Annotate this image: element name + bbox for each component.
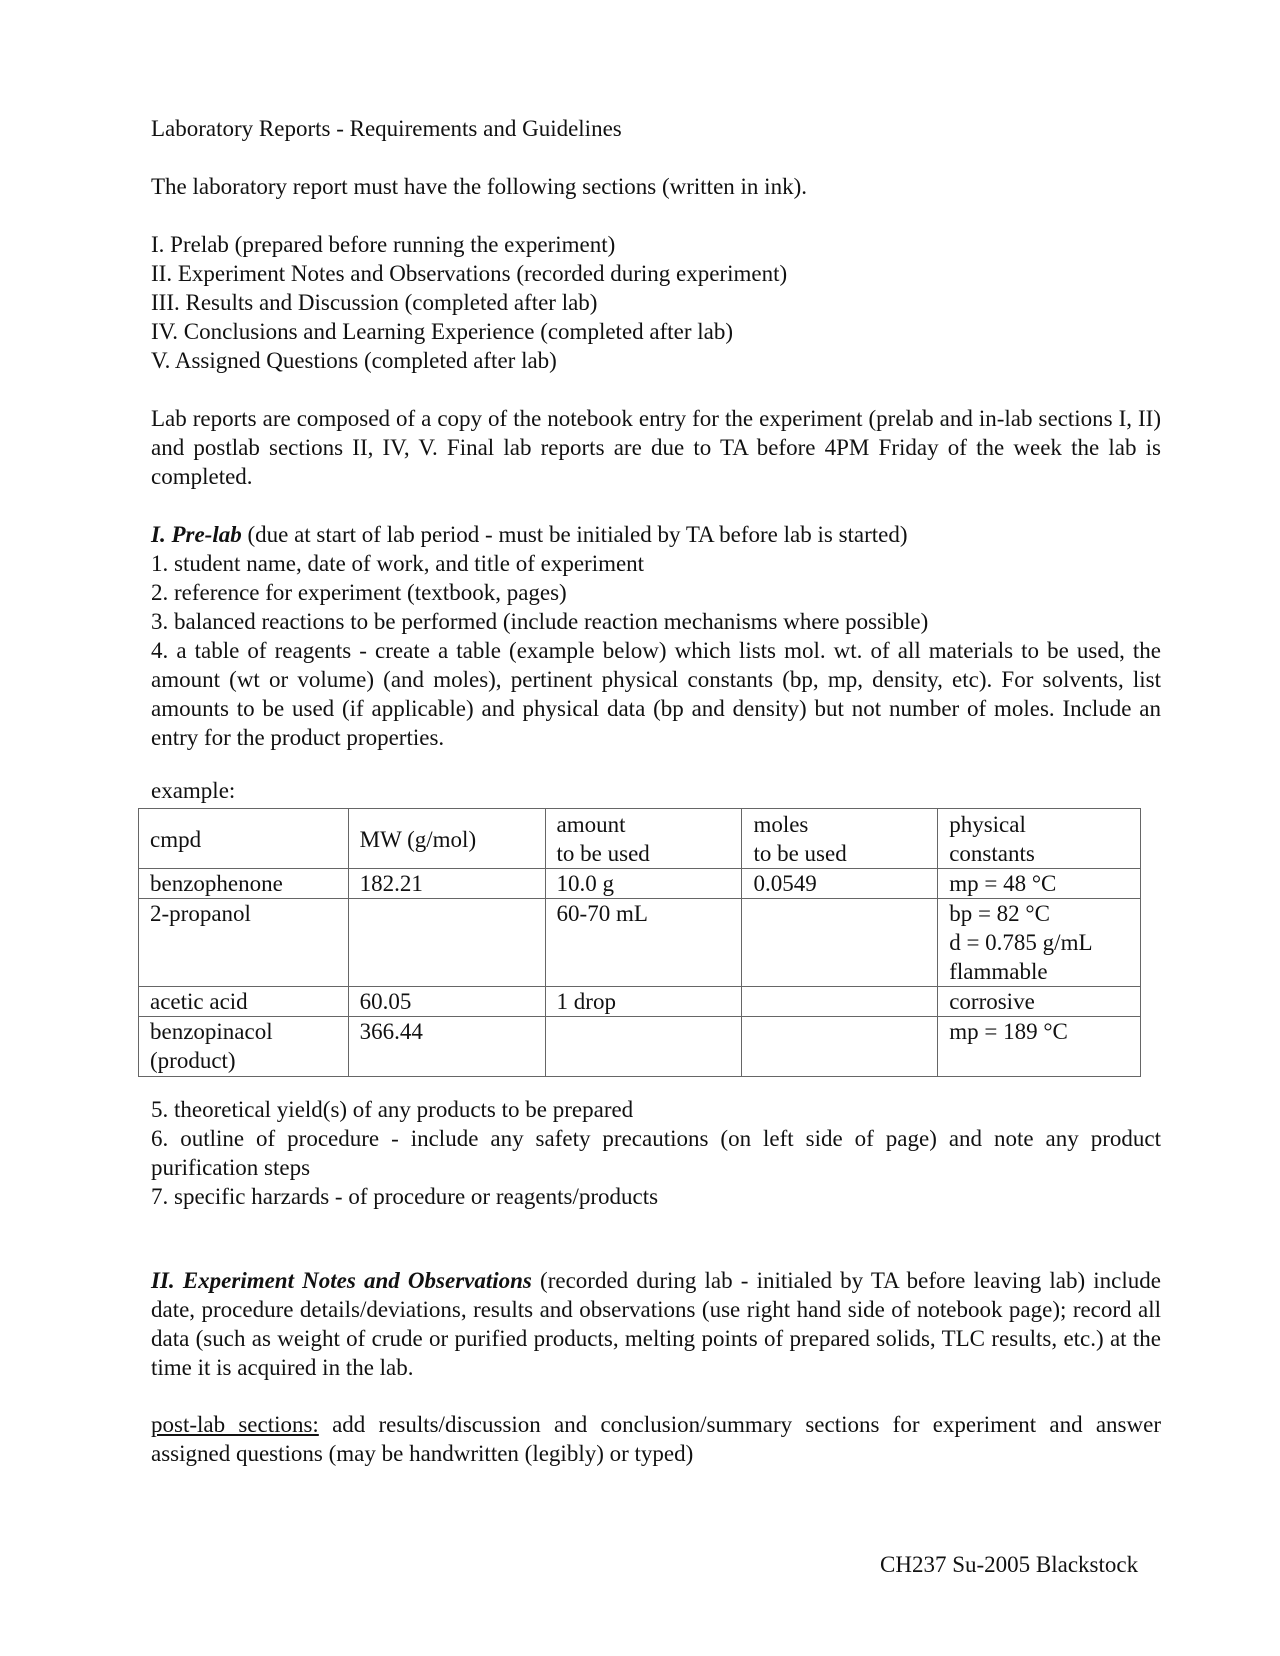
cell-mw: 366.44 — [348, 1017, 545, 1077]
prelab-item: 5. theoretical yield(s) of any products to be prepared — [151, 1097, 634, 1122]
cell-mw — [348, 899, 545, 987]
cell-amount: 1 drop — [545, 987, 742, 1017]
example-label: example: — [151, 778, 236, 803]
header-cmpd: cmpd — [139, 809, 349, 869]
cell-constants: mp = 189 °C — [938, 1017, 1141, 1077]
header-moles: moles to be used — [742, 809, 938, 869]
cell-moles — [742, 1017, 938, 1077]
cell-mw: 60.05 — [348, 987, 545, 1017]
cell-constants: corrosive — [938, 987, 1141, 1017]
postlab-paragraph — [151, 1410, 1161, 1468]
cell-constants: bp = 82 °C d = 0.785 g/mL flammable — [938, 899, 1141, 987]
cell-amount — [545, 1017, 742, 1077]
composition-paragraph: Lab reports are composed of a copy of the notebook entry for the experiment (prelab and in-lab sections I, II) and postlab sections II, IV, V. Final lab reports are due to TA before 4PM Friday of the week the lab is completed. — [151, 406, 1161, 489]
cell-moles — [742, 987, 938, 1017]
cell-cmpd: benzophenone — [139, 869, 349, 899]
prelab-heading-note: (due at start of lab period - must be initialed by TA before lab is started) — [241, 522, 908, 547]
postlab-body: add results/discussion and conclusion/summary sections for experiment and answer assigned questions (may be handwritten (legibly) or typed) — [151, 1412, 1161, 1466]
reagents-table — [138, 808, 1141, 1077]
cell-moles: 0.0549 — [742, 869, 938, 899]
prelab-heading-line — [151, 520, 1161, 549]
cell-amount: 60-70 mL — [545, 899, 742, 987]
postlab-label: post-lab sections: — [151, 1412, 319, 1437]
header-mw: MW (g/mol) — [348, 809, 545, 869]
sections-list — [151, 230, 1161, 375]
prelab-item: 7. specific harzards - of procedure or reagents/products — [151, 1184, 659, 1209]
cell-cmpd: acetic acid — [139, 987, 349, 1017]
cell-cmpd: benzopinacol (product) — [139, 1017, 349, 1077]
sections-list-item: II. Experiment Notes and Observations (recorded during experiment) — [151, 261, 788, 286]
prelab-item: 3. balanced reactions to be performed (include reaction mechanisms where possible) — [151, 609, 929, 634]
sections-list-item: III. Results and Discussion (completed after lab) — [151, 290, 598, 315]
experiment-notes-body: (recorded during lab - initialed by TA before leaving lab) include date, procedure details/deviations, results and observations (use right hand side of notebook page); record all data (such as weight of crude or purified products, melting points of prepared solids, TLC results, etc.) at the time it is acquired in the lab. — [151, 1268, 1161, 1380]
header-amount: amount to be used — [545, 809, 742, 869]
cell-cmpd: 2-propanol — [139, 899, 349, 987]
prelab-items-after — [151, 1095, 1161, 1211]
table-row — [139, 899, 1141, 987]
page-footer: CH237 Su-2005 Blackstock — [880, 1552, 1139, 1577]
document-title: Laboratory Reports - Requirements and Guidelines — [151, 116, 622, 141]
sections-list-item: V. Assigned Questions (completed after lab) — [151, 348, 557, 373]
experiment-notes-section — [151, 1266, 1161, 1382]
prelab-item: 1. student name, date of work, and title of experiment — [151, 551, 645, 576]
cell-constants: mp = 48 °C — [938, 869, 1141, 899]
prelab-heading: I. Pre-lab — [151, 522, 242, 547]
table-header-row — [139, 809, 1141, 869]
intro-text: The laboratory report must have the following sections (written in ink). — [151, 174, 807, 199]
table-row — [139, 987, 1141, 1017]
header-constants: physical constants — [938, 809, 1141, 869]
experiment-notes-paragraph — [151, 1266, 1161, 1382]
table-row — [139, 869, 1141, 899]
prelab-item: 4. a table of reagents - create a table (example below) which lists mol. wt. of all materials to be used, the amount (wt or volume) (and moles), pertinent physical constants (bp, mp, density, etc). For solvents, list amounts to be used (if applicable) and physical data (bp and density) but not number of moles. Include an entry for the product properties. — [151, 638, 1161, 750]
cell-amount: 10.0 g — [545, 869, 742, 899]
sections-list-item: I. Prelab (prepared before running the experiment) — [151, 232, 616, 257]
prelab-item: 6. outline of procedure - include any safety precautions (on left side of page) and note any product purification steps — [151, 1126, 1161, 1180]
document-page — [151, 114, 1161, 752]
postlab-section — [151, 1410, 1161, 1468]
prelab-item: 2. reference for experiment (textbook, pages) — [151, 580, 567, 605]
table-row — [139, 1017, 1141, 1077]
cell-mw: 182.21 — [348, 869, 545, 899]
cell-moles — [742, 899, 938, 987]
sections-list-item: IV. Conclusions and Learning Experience (completed after lab) — [151, 319, 734, 344]
experiment-notes-heading: II. Experiment Notes and Observations — [151, 1268, 532, 1293]
